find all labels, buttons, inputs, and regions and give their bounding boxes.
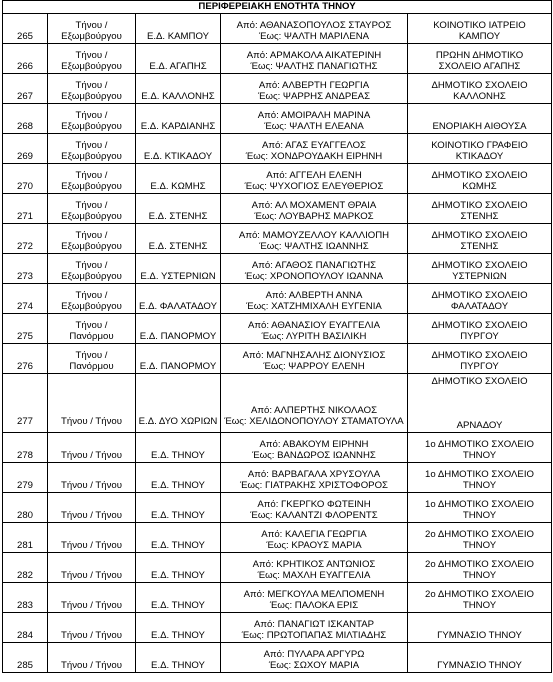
row-number-cell [3,642,48,672]
municipality-line-1: Τήνου / [75,109,108,121]
municipality-cell [48,133,136,163]
voter-range-cell [221,373,408,432]
range-from: Από: ΑΒΑΚΟΥΜ ΕΙΡΗΝΗ [259,438,369,450]
table-body [3,1,552,673]
municipality-cell [48,373,136,432]
voter-range-cell [221,13,408,43]
polling-place-line-1: ΔΗΜΟΤΙΚΟ ΣΧΟΛΕΙΟ [431,169,528,181]
polling-place-line-2: ΣΤΕΝΗΣ [460,241,499,252]
voter-range-cell [221,103,408,133]
row-number-cell [3,462,48,492]
municipality-line-2: Εξωμβούργου [61,241,122,252]
range-from: Από: ΓΚΕΡΓΚΟ ΦΩΤΕΙΝΗ [257,498,371,510]
range-to: Έως: ΜΑΧΛΗ ΕΥΑΓΓΕΛΙΑ [257,570,371,581]
electoral-unit: Ε.Δ. ΤΗΝΟΥ [151,480,205,491]
electoral-unit: Ε.Δ. ΑΓΑΠΗΣ [149,61,207,72]
table-row [3,373,552,432]
electoral-unit-cell [136,73,221,103]
municipality-cell [48,522,136,552]
electoral-unit: Ε.Δ. ΤΗΝΟΥ [151,660,205,671]
range-to: Έως: ΣΩΧΟΥ ΜΑΡΙΑ [268,660,360,671]
row-number-cell [3,492,48,522]
row-number-cell [3,13,48,43]
row-number: 273 [16,271,33,282]
polling-place-line-1: 1ο ΔΗΜΟΤΙΚΟ ΣΧΟΛΕΙΟ [425,438,534,450]
voter-range-cell [221,223,408,253]
polling-place-cell [408,373,552,432]
polling-place-line-2: ΠΥΡΓΟΥ [460,361,499,372]
range-to: Έως: ΚΑΛΑΝΤΖΙ ΦΛΟΡΕΝΤΣ [250,510,378,521]
table-row [3,582,552,612]
electoral-unit: Ε.Δ. ΤΗΝΟΥ [151,600,205,611]
voter-range-cell [221,193,408,223]
range-from: Από: ΑΛΒΕΡΤΗ ΑΝΝΑ [265,289,363,301]
municipality-line-2: Τήνου / Τήνου [61,540,122,551]
polling-place-cell [408,73,552,103]
row-number-cell [3,432,48,462]
electoral-unit: Ε.Δ. ΣΤΕΝΗΣ [148,241,208,252]
range-to: Έως: ΨΑΡΡΗΣ ΑΝΔΡΕΑΣ [257,91,371,102]
electoral-unit: Ε.Δ. ΥΣΤΕΡΝΙΩΝ [140,271,216,282]
range-to: Έως: ΧΟΝΔΡΟΥΔΑΚΗ ΕΙΡΗΝΗ [245,151,383,162]
row-number: 271 [16,211,33,222]
municipality-line-2: Εξωμβούργου [61,91,122,102]
municipality-line-2: Τήνου / Τήνου [61,660,122,671]
polling-place-cell [408,642,552,672]
polling-place-cell [408,492,552,522]
polling-place-cell [408,193,552,223]
municipality-line-1: Τήνου / [75,289,108,301]
polling-place-cell [408,43,552,73]
row-number-cell [3,612,48,642]
electoral-unit-cell [136,522,221,552]
range-from: Από: ΑΛΠΕΡΤΗΣ ΝΙΚΟΛΑΟΣ [250,404,378,416]
polling-place-line-2: ΤΗΝΟΥ [462,510,497,521]
voter-range-cell [221,432,408,462]
polling-place-line-2: ΕΝΟΡΙΑΚΗ ΑΙΘΟΥΣΑ [432,121,527,132]
range-to: Έως: ΧΑΤΖΗΜΙΧΑΛΗ ΕΥΓΕΝΙΑ [246,301,382,312]
voter-range-cell [221,283,408,313]
range-from: Από: ΚΡΗΤΙΚΟΣ ΑΝΤΩΝΙΟΣ [252,558,376,570]
electoral-unit-cell [136,103,221,133]
table-row [3,43,552,73]
row-number: 285 [16,660,33,671]
polling-place-cell [408,552,552,582]
municipality-cell [48,223,136,253]
municipality-cell [48,193,136,223]
municipality-line-2: Εξωμβούργου [61,121,122,132]
row-number: 277 [16,416,33,427]
table-row [3,313,552,343]
municipality-cell [48,492,136,522]
municipality-line-1: Τήνου / [75,229,108,241]
electoral-unit-cell [136,43,221,73]
polling-place-cell [408,522,552,552]
polling-place-cell [408,432,552,462]
polling-place-cell [408,13,552,43]
municipality-cell [48,43,136,73]
row-number: 275 [16,331,33,342]
electoral-unit-cell [136,373,221,432]
row-number: 279 [16,480,33,491]
municipality-line-1: Τήνου / [75,139,108,151]
polling-place-line-1: ΠΡΩΗΝ ΔΗΜΟΤΙΚΟ [435,49,524,61]
municipality-line-2: Εξωμβούργου [61,181,122,192]
table-row [3,612,552,642]
electoral-unit-cell [136,582,221,612]
municipality-line-1: Τήνου / [75,79,108,91]
range-from: Από: ΑΡΜΑΚΟΛΑ ΑΙΚΑΤΕΡΙΝΗ [246,49,382,61]
row-number-cell [3,193,48,223]
row-number-cell [3,253,48,283]
polling-place-line-2: ΓΥΜΝΑΣΙΟ ΤΗΝΟΥ [437,630,522,641]
electoral-unit-cell [136,283,221,313]
polling-place-cell [408,223,552,253]
range-from: Από: ΜΑΓΝΗΣΑΛΗΣ ΔΙΟΝΥΣΙΟΣ [242,349,386,361]
municipality-line-2: Εξωμβούργου [61,151,122,162]
voter-range-cell [221,642,408,672]
polling-place-line-1: ΔΗΜΟΤΙΚΟ ΣΧΟΛΕΙΟ [431,319,528,331]
polling-place-line-2: ΣΧΟΛΕΙΟ ΑΓΑΠΗΣ [438,61,521,72]
table-row [3,223,552,253]
range-to: Έως: ΧΡΟΝΟΠΟΥΛΟΥ ΙΩΑΝΝΑ [244,271,384,282]
table-title: ΠΕΡΙΦΕΡΕΙΑΚΗ ΕΝΟΤΗΤΑ ΤΗΝΟΥ [3,1,552,14]
table-row [3,13,552,43]
polling-place-cell [408,283,552,313]
row-number: 272 [16,241,33,252]
electoral-unit: Ε.Δ. ΦΑΛΑΤΑΔΟΥ [139,301,217,312]
row-number-cell [3,133,48,163]
polling-place-line-2: ΤΗΝΟΥ [462,540,497,551]
row-number: 266 [16,61,33,72]
table-row [3,492,552,522]
polling-place-line-1: ΔΗΜΟΤΙΚΟ ΣΧΟΛΕΙΟ [431,199,528,211]
municipality-line-1: Τήνου / [75,49,108,61]
range-to: Έως: ΠΡΩΤΟΠΑΠΑΣ ΜΙΛΤΙΑΔΗΣ [241,630,387,641]
municipality-cell [48,163,136,193]
electoral-unit: Ε.Δ. ΚΑΛΛΟΝΗΣ [141,91,215,102]
municipality-line-1: Τήνου / [75,319,108,331]
electoral-unit: Ε.Δ. ΠΑΝΟΡΜΟΥ [139,331,217,342]
municipality-cell [48,13,136,43]
polling-place-line-2: ΚΤΙΚΑΔΟΥ [455,151,504,162]
polling-place-cell [408,133,552,163]
range-from: Από: ΚΑΛΕΓΙΑ ΓΕΩΡΓΙΑ [261,528,367,540]
range-from: Από: ΑΘΑΝΑΣΙΟΥ ΕΥΑΓΓΕΛΙΑ [248,319,380,331]
municipality-line-1: Τήνου / [75,19,108,31]
voter-range-cell [221,492,408,522]
row-number: 283 [16,600,33,611]
row-number-cell [3,373,48,432]
electoral-unit-cell [136,223,221,253]
range-to: Έως: ΓΙΑΤΡΑΚΗΣ ΧΡΙΣΤΟΦΟΡΟΣ [240,480,388,491]
municipality-cell [48,253,136,283]
table-row [3,73,552,103]
row-number-cell [3,73,48,103]
voter-range-cell [221,43,408,73]
municipality-line-2: Εξωμβούργου [61,211,122,222]
range-to: Έως: ΨΥΧΟΓΙΟΣ ΕΛΕΥΘΕΡΙΟΣ [244,181,384,192]
range-to: Έως: ΒΑΝΔΩΡΟΣ ΙΩΑΝΝΗΣ [252,450,376,461]
voter-range-cell [221,462,408,492]
polling-place-line-2: ΤΗΝΟΥ [462,450,497,461]
electoral-unit: Ε.Δ. ΔΥΟ ΧΩΡΙΩΝ [138,416,218,427]
row-number-cell [3,223,48,253]
table-row [3,133,552,163]
municipality-line-1: Τήνου / [75,169,108,181]
voter-range-cell [221,343,408,373]
electoral-unit-cell [136,253,221,283]
polling-place-cell [408,253,552,283]
polling-place-cell [408,313,552,343]
electoral-unit: Ε.Δ. ΤΗΝΟΥ [151,450,205,461]
row-number: 281 [16,540,33,551]
polling-place-line-1: ΔΗΜΟΤΙΚΟ ΣΧΟΛΕΙΟ [431,259,528,271]
voter-range-cell [221,582,408,612]
municipality-cell [48,462,136,492]
range-to: Έως: ΨΑΛΤΗ ΜΑΡΙΛΕΝΑ [258,31,370,42]
voter-range-cell [221,73,408,103]
electoral-unit: Ε.Δ. ΚΑΜΠΟΥ [146,31,210,42]
row-number: 276 [16,361,33,372]
range-from: Από: ΑΘΑΝΑΣΟΠΟΥΛΟΣ ΣΤΑΥΡΟΣ [236,19,392,31]
row-number-cell [3,552,48,582]
range-to: Έως: ΨΑΛΤΗΣ ΙΩΑΝΝΗΣ [259,241,369,252]
electoral-unit-cell [136,343,221,373]
polling-place-cell [408,582,552,612]
municipality-line-2: Εξωμβούργου [61,61,122,72]
municipality-line-2: Τήνου / Τήνου [61,570,122,581]
electoral-unit: Ε.Δ. ΤΗΝΟΥ [151,510,205,521]
row-number: 265 [16,31,33,42]
polling-place-line-1: 1ο ΔΗΜΟΤΙΚΟ ΣΧΟΛΕΙΟ [425,498,534,510]
table-title-row [3,1,552,14]
polling-place-line-2: ΥΣΤΕΡΝΙΩΝ [452,271,507,282]
electoral-unit: Ε.Δ. ΤΗΝΟΥ [151,540,205,551]
voter-range-cell [221,522,408,552]
polling-place-line-1: ΔΗΜΟΤΙΚΟ ΣΧΟΛΕΙΟ [431,349,528,361]
polling-place-cell [408,462,552,492]
range-from: Από: ΒΑΡΒΑΓΑΛΑ ΧΡΥΣΟΥΛΑ [247,468,381,480]
polling-place-line-1: 2ο ΔΗΜΟΤΙΚΟ ΣΧΟΛΕΙΟ [425,528,534,540]
electoral-unit: Ε.Δ. ΠΑΝΟΡΜΟΥ [139,361,217,372]
municipality-cell [48,313,136,343]
electoral-unit: Ε.Δ. ΚΑΡΔΙΑΝΗΣ [140,121,216,132]
range-to: Έως: ΨΑΛΤΗΣ ΠΑΝΑΓΙΩΤΗΣ [250,61,378,72]
polling-place-line-2: ΣΤΕΝΗΣ [460,211,499,222]
row-number-cell [3,343,48,373]
polling-stations-table [2,0,552,673]
electoral-unit-cell [136,193,221,223]
polling-place-line-1: ΔΗΜΟΤΙΚΟ ΣΧΟΛΕΙΟ [431,289,528,301]
polling-place-cell [408,343,552,373]
electoral-unit-cell [136,163,221,193]
polling-place-line-1: ΔΗΜΟΤΙΚΟ ΣΧΟΛΕΙΟ [431,79,528,91]
electoral-unit-cell [136,462,221,492]
range-to: Έως: ΚΡΑΟΥΣ ΜΑΡΙΑ [266,540,362,551]
municipality-cell [48,582,136,612]
municipality-cell [48,73,136,103]
polling-place-line-1: 1ο ΔΗΜΟΤΙΚΟ ΣΧΟΛΕΙΟ [425,468,534,480]
row-number-cell [3,103,48,133]
row-number: 270 [16,181,33,192]
polling-place-cell [408,103,552,133]
range-to: Έως: ΨΑΛΤΗ ΕΛΕΑΝΑ [264,121,364,132]
table-row [3,462,552,492]
municipality-cell [48,552,136,582]
polling-place-line-2: ΤΗΝΟΥ [462,600,497,611]
electoral-unit-cell [136,642,221,672]
row-number: 268 [16,121,33,132]
range-from: Από: ΑΜΟΙΡΑΛΗ ΜΑΡΙΝΑ [257,109,371,121]
electoral-unit: Ε.Δ. ΚΩΜΗΣ [150,181,206,192]
polling-place-line-2: ΤΗΝΟΥ [462,570,497,581]
municipality-line-2: Εξωμβούργου [61,271,122,282]
voter-range-cell [221,133,408,163]
row-number-cell [3,582,48,612]
table-row [3,163,552,193]
polling-place-line-2: ΦΑΛΑΤΑΔΟΥ [450,301,509,312]
table-row [3,642,552,672]
table-row [3,253,552,283]
municipality-cell [48,642,136,672]
voter-range-cell [221,552,408,582]
range-to: Έως: ΛΥΡΙΤΗ ΒΑΣΙΛΙΚΗ [261,331,367,342]
electoral-unit: Ε.Δ. ΚΤΙΚΑΔΟΥ [143,151,213,162]
table-row [3,193,552,223]
range-from: Από: ΑΛ ΜΟΧΑΜΕΝΤ ΘΡΑΙΑ [251,199,377,211]
voter-range-cell [221,163,408,193]
range-from: Από: ΜΑΜΟΥΖΕΛΛΟΥ ΚΑΛΛΙΟΠΗ [238,229,390,241]
row-number: 284 [16,630,33,641]
row-number-cell [3,283,48,313]
electoral-unit-cell [136,13,221,43]
range-from: Από: ΑΓΑΣ ΕΥΑΓΓΕΛΟΣ [261,139,366,151]
polling-place-line-1: ΚΟΙΝΟΤΙΚΟ ΙΑΤΡΕΙΟ [433,19,526,31]
electoral-unit: Ε.Δ. ΣΤΕΝΗΣ [148,211,208,222]
row-number-cell [3,522,48,552]
row-number: 269 [16,151,33,162]
table-row [3,552,552,582]
row-number: 267 [16,91,33,102]
range-to: Έως: ΨΑΡΡΟΥ ΕΛΕΝΗ [263,361,365,372]
range-from: Από: ΠΑΝΑΓΙΩΤ ΙΣΚΑΝΤΑΡ [253,618,375,630]
table-row [3,103,552,133]
polling-place-line-2: ΚΑΜΠΟΥ [458,31,501,42]
polling-place-line-1: ΔΗΜΟΤΙΚΟ ΣΧΟΛΕΙΟ [431,375,528,387]
range-from: Από: ΑΛΒΕΡΤΗ ΓΕΩΡΓΙΑ [258,79,370,91]
municipality-line-2: Εξωμβούργου [61,31,122,42]
municipality-cell [48,612,136,642]
row-number: 278 [16,450,33,461]
polling-place-line-1: 2ο ΔΗΜΟΤΙΚΟ ΣΧΟΛΕΙΟ [425,558,534,570]
polling-place-line-2: ΤΗΝΟΥ [462,480,497,491]
range-to: Έως: ΠΑΛΟΚΑ ΕΡΙΣ [269,600,359,611]
municipality-line-1: Τήνου / [75,349,108,361]
range-to: Έως: ΛΟΥΒΑΡΗΣ ΜΑΡΚΟΣ [254,211,374,222]
range-from: Από: ΑΓΑΘΟΣ ΠΑΝΑΓΙΩΤΗΣ [251,259,377,271]
row-number: 282 [16,570,33,581]
polling-place-line-2: ΚΑΛΛΟΝΗΣ [453,91,506,102]
row-number: 280 [16,510,33,521]
electoral-unit-cell [136,133,221,163]
table-row [3,432,552,462]
municipality-line-2: Εξωμβούργου [61,301,122,312]
municipality-line-2: Τήνου / Τήνου [61,630,122,641]
electoral-unit-cell [136,313,221,343]
electoral-unit-cell [136,552,221,582]
row-number-cell [3,43,48,73]
range-to: Έως: ΧΕΛΙΔΟΝΟΠΟΥΛΟΥ ΣΤΑΜΑΤΟΥΛΑ [224,416,404,427]
municipality-cell [48,283,136,313]
polling-place-line-1: ΚΟΙΝΟΤΙΚΟ ΓΡΑΦΕΙΟ [431,139,528,151]
polling-place-line-1: ΔΗΜΟΤΙΚΟ ΣΧΟΛΕΙΟ [431,229,528,241]
electoral-unit-cell [136,492,221,522]
municipality-line-1: Τήνου / [75,199,108,211]
polling-place-cell [408,163,552,193]
polling-place-cell [408,612,552,642]
municipality-line-2: Τήνου / Τήνου [61,416,122,427]
municipality-line-2: Τήνου / Τήνου [61,510,122,521]
polling-place-line-1: 2ο ΔΗΜΟΤΙΚΟ ΣΧΟΛΕΙΟ [425,588,534,600]
municipality-cell [48,432,136,462]
table-row [3,522,552,552]
polling-place-line-2: ΓΥΜΝΑΣΙΟ ΤΗΝΟΥ [437,660,522,671]
polling-place-line-2: ΑΡΝΑΔΟΥ [456,420,503,431]
range-from: Από: ΜΕΓΚΟΥΛΑ ΜΕΛΠΟΜΕΝΗ [243,588,385,600]
row-number-cell [3,163,48,193]
municipality-cell [48,343,136,373]
row-number-cell [3,313,48,343]
electoral-unit-cell [136,432,221,462]
range-from: Από: ΑΓΓΕΛΗ ΕΛΕΝΗ [266,169,362,181]
voter-range-cell [221,612,408,642]
row-number: 274 [16,301,33,312]
municipality-line-2: Τήνου / Τήνου [61,480,122,491]
electoral-unit-cell [136,612,221,642]
municipality-line-2: Πανόρμου [69,361,114,372]
municipality-line-2: Τήνου / Τήνου [61,450,122,461]
polling-place-line-2: ΠΥΡΓΟΥ [460,331,499,342]
table-row [3,343,552,373]
municipality-line-2: Τήνου / Τήνου [61,600,122,611]
polling-place-line-2: ΚΩΜΗΣ [462,181,497,192]
table-row [3,283,552,313]
electoral-unit: Ε.Δ. ΤΗΝΟΥ [151,570,205,581]
voter-range-cell [221,253,408,283]
municipality-cell [48,103,136,133]
range-from: Από: ΠΥΛΑΡΑ ΑΡΓΥΡΩ [263,648,365,660]
voter-range-cell [221,313,408,343]
municipality-line-2: Πανόρμου [69,331,114,342]
electoral-unit: Ε.Δ. ΤΗΝΟΥ [151,630,205,641]
municipality-line-1: Τήνου / [75,259,108,271]
